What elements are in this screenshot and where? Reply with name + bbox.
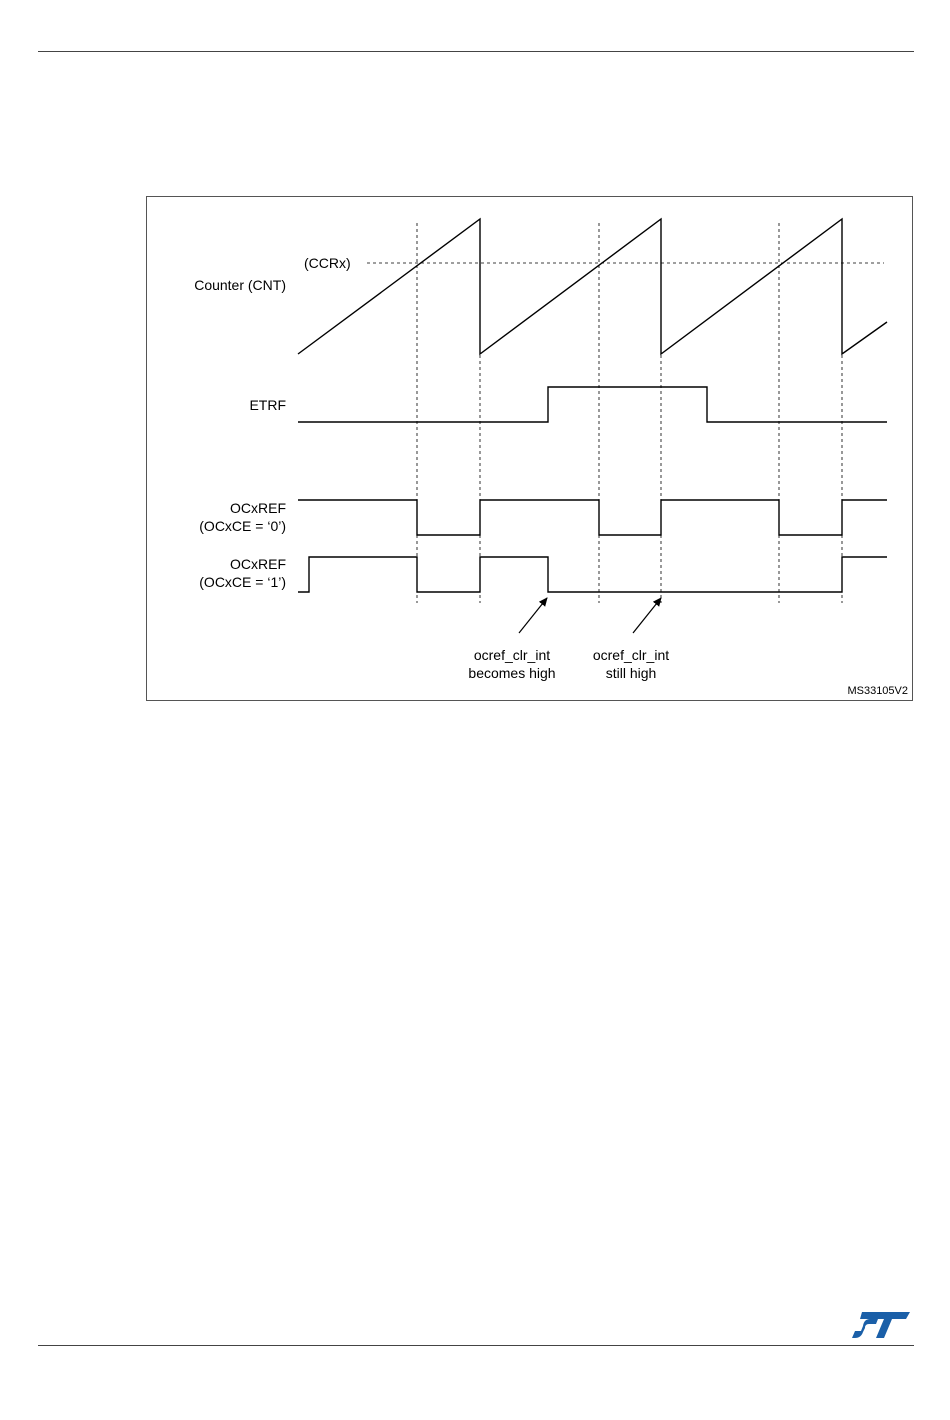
becomes-high-label: ocref_clr_int [473, 647, 551, 663]
ocxref-ce1-sublabel: (OCxCE = ‘1’) [199, 574, 286, 590]
header-rule [38, 51, 914, 52]
still-high-arrow [633, 598, 661, 633]
figure-id: MS33105V2 [847, 685, 908, 697]
etrf-waveform [298, 387, 887, 422]
ocxref-ce0-waveform [298, 500, 887, 535]
timing-diagram-svg [147, 197, 914, 702]
counter-waveform [298, 219, 887, 354]
counter-label: Counter (CNT) [194, 277, 286, 293]
timing-diagram [146, 196, 913, 701]
becomes-high-arrow [519, 598, 547, 633]
ocxref-ce0-sublabel: (OCxCE = ‘0’) [199, 518, 286, 534]
still-high-sublabel: still high [605, 665, 657, 681]
etrf-label: ETRF [249, 397, 286, 413]
ocxref-ce1-waveform [298, 557, 887, 592]
time-markers [367, 223, 884, 603]
st-logo-icon [852, 1308, 912, 1342]
ocxref-ce0-label: OCxREF [230, 500, 286, 516]
footer-rule [38, 1345, 914, 1346]
ccrx-label: (CCRx) [304, 255, 351, 271]
becomes-high-sublabel: becomes high [468, 665, 556, 681]
still-high-label: ocref_clr_int [592, 647, 670, 663]
ocxref-ce1-label: OCxREF [230, 556, 286, 572]
